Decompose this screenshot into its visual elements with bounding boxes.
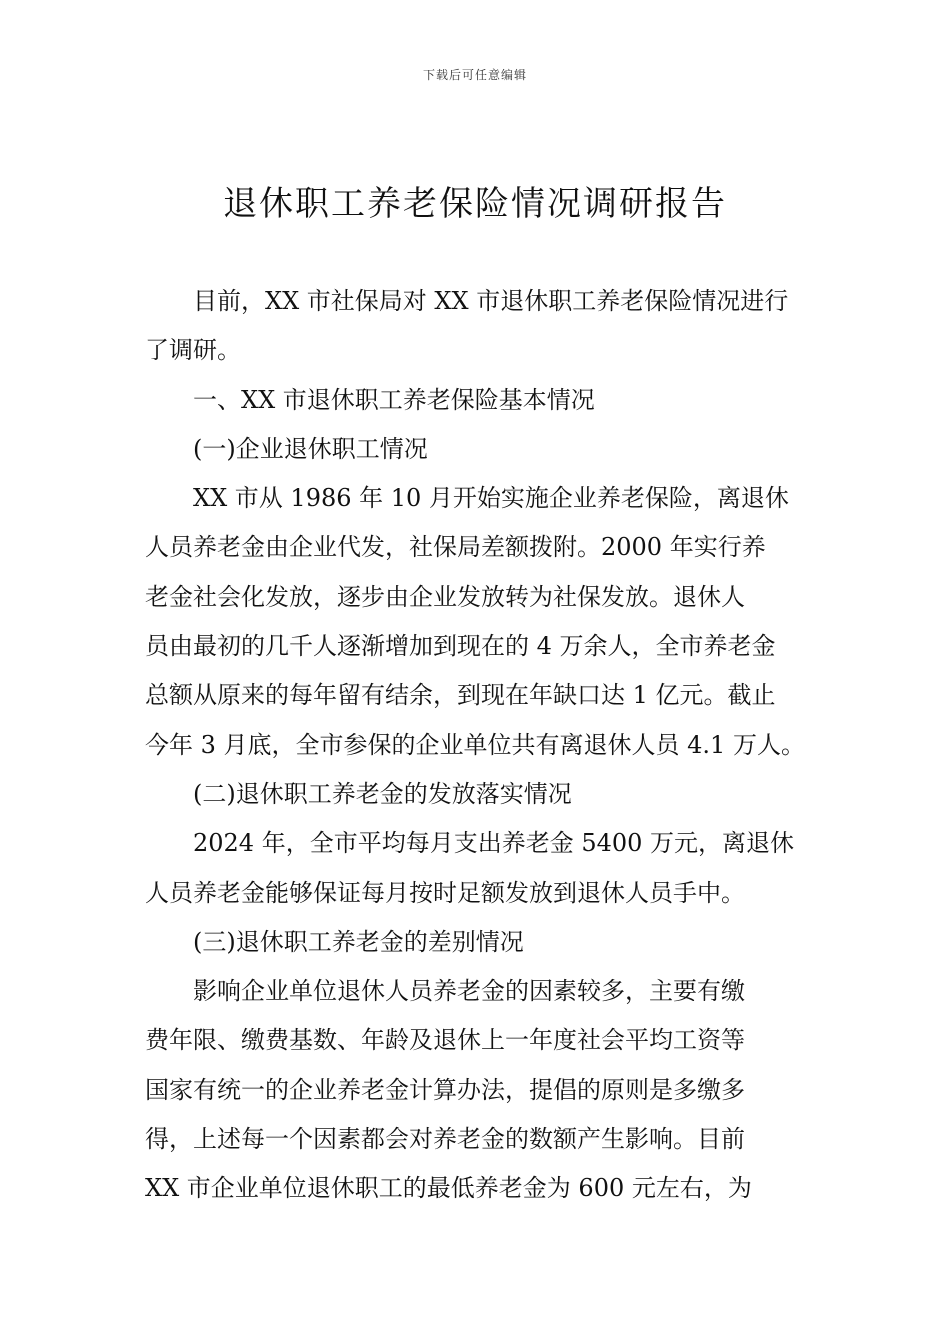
body-line-s1-4: 员由最初的几千人逐渐增加到现在的 4 万余人，全市养老金 [145, 632, 776, 661]
body-line-s1-2: 人员养老金由企业代发，社保局差额拨附。2000 年实行养 [145, 533, 766, 562]
body-line-s3-2: 费年限、缴费基数、年龄及退休上一年度社会平均工资等 [145, 1026, 745, 1055]
body-line-s1-6: 今年 3 月底，全市参保的企业单位共有离退休人员 4.1 万人。 [145, 730, 805, 759]
section-heading-1: 一、XX 市退休职工养老保险基本情况 [193, 385, 595, 414]
document-title: 退休职工养老保险情况调研报告 [223, 184, 727, 224]
body-line-s3-5: XX 市企业单位退休职工的最低养老金为 600 元左右，为 [145, 1174, 752, 1203]
body-line-s1-5: 总额从原来的每年留有结余，到现在年缺口达 1 亿元。截止 [145, 681, 776, 710]
page-header-note: 下载后可任意编辑 [422, 68, 527, 82]
subsection-heading-2: (二)退休职工养老金的发放落实情况 [193, 779, 572, 808]
body-line-s2-1: 2024 年，全市平均每月支出养老金 5400 万元，离退休 [193, 829, 795, 858]
body-line-intro-2: 了调研。 [145, 336, 241, 365]
body-line-s3-1: 影响企业单位退休人员养老金的因素较多，主要有缴 [193, 977, 745, 1006]
subsection-heading-1: (一)企业退休职工情况 [193, 434, 428, 463]
body-line-s2-2: 人员养老金能够保证每月按时足额发放到退休人员手中。 [145, 878, 745, 907]
body-line-intro-1: 目前，XX 市社保局对 XX 市退休职工养老保险情况进行 [193, 287, 789, 315]
body-line-s3-3: 国家有统一的企业养老金计算办法，提倡的原则是多缴多 [145, 1075, 745, 1104]
subsection-heading-3: (三)退休职工养老金的差别情况 [193, 927, 524, 956]
body-line-s1-1: XX 市从 1986 年 10 月开始实施企业养老保险，离退休 [193, 484, 789, 513]
document-body [145, 277, 815, 1214]
body-line-s3-4: 得，上述每一个因素都会对养老金的数额产生影响。目前 [145, 1125, 745, 1154]
body-line-s1-3: 老金社会化发放，逐步由企业发放转为社保发放。退休人 [145, 582, 745, 611]
